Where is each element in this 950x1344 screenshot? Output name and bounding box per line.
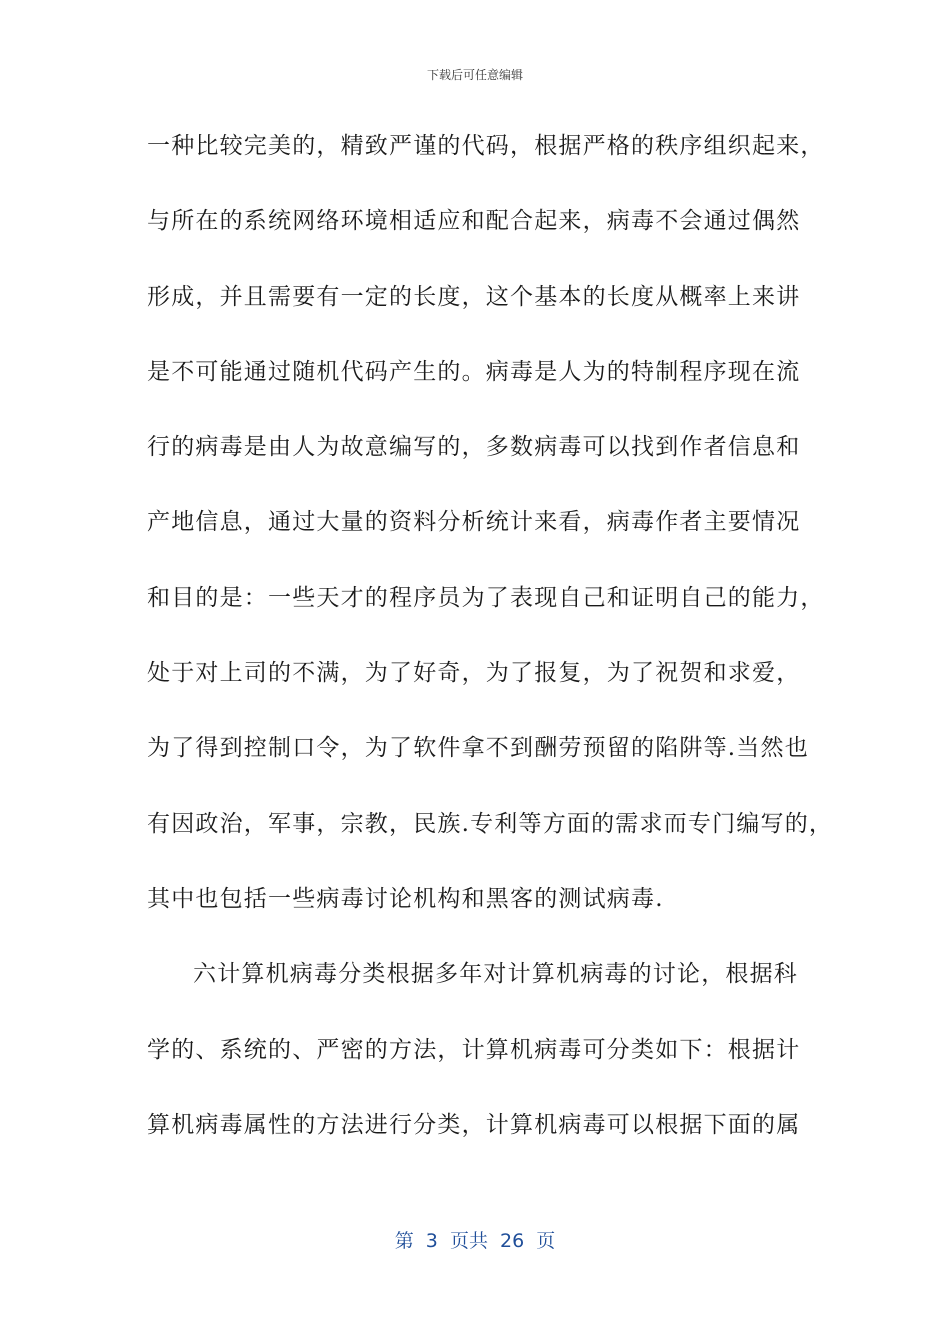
- text-line: 其中也包括一些病毒讨论机构和黑客的测试病毒.: [147, 885, 664, 912]
- page-header: 下载后可任意编辑: [426, 68, 523, 82]
- text-line: 和目的是：一些天才的程序员为了表现自己和证明自己的能力，: [147, 584, 825, 611]
- text-line: 形成，并且需要有一定的长度，这个基本的长度从概率上来讲: [147, 283, 801, 310]
- text-line: 学的、系统的、严密的方法，计算机病毒可分类如下：根据计: [147, 1036, 801, 1063]
- text-line: 产地信息，通过大量的资料分析统计来看，病毒作者主要情况: [147, 509, 801, 536]
- text-line: 为了得到控制口令，为了软件拿不到酬劳预留的陷阱等.当然也: [147, 735, 809, 762]
- text-line: 算机病毒属性的方法进行分类，计算机病毒可以根据下面的属: [147, 1111, 801, 1138]
- page-footer: 第 3 页共 26 页: [394, 1230, 556, 1252]
- text-line: 行的病毒是由人为故意编写的，多数病毒可以找到作者信息和: [147, 434, 801, 461]
- document-body: [147, 122, 834, 1176]
- text-line: 与所在的系统网络环境相适应和配合起来，病毒不会通过偶然: [147, 208, 801, 235]
- text-line: 是不可能通过随机代码产生的。病毒是人为的特制程序现在流: [147, 358, 801, 385]
- text-line: 有因政治，军事，宗教，民族.专利等方面的需求而专门编写的，: [147, 810, 834, 837]
- paragraph-start-line: 六计算机病毒分类根据多年对计算机病毒的讨论，根据科: [193, 961, 798, 988]
- text-line: 一种比较完美的，精致严谨的代码，根据严格的秩序组织起来，: [147, 133, 825, 159]
- text-line: 处于对上司的不满，为了好奇，为了报复，为了祝贺和求爱，: [147, 660, 801, 687]
